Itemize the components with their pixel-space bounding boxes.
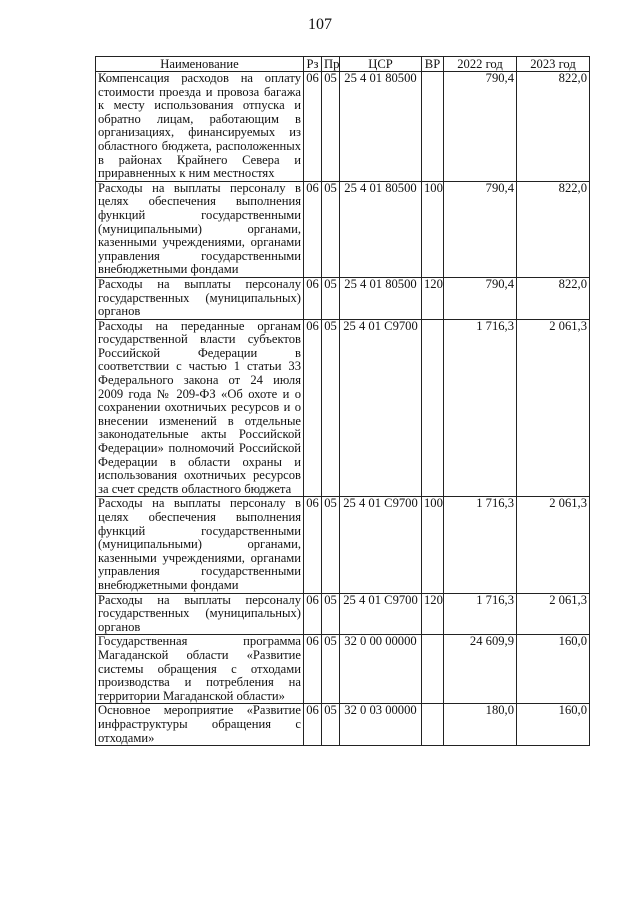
header-vr: ВР: [422, 57, 444, 72]
page-number: 107: [308, 16, 332, 33]
row-name: Расходы на выплаты персоналу в целях обеспечения выполнения функций государственными (муниципальными) органами, казенными учреждениями, органами управления государственными внебюджетными фондами: [96, 181, 304, 277]
row-amount-2023: 160,0: [517, 704, 590, 746]
row-name: Расходы на выплаты персоналу государственных (муниципальных) органов: [96, 277, 304, 319]
row-amount-2023: 2 061,3: [517, 497, 590, 593]
row-amount-2023: 2 061,3: [517, 593, 590, 635]
row-pr: 05: [322, 72, 340, 182]
row-csr: 32 0 03 00000: [340, 704, 422, 746]
row-amount-2022: 790,4: [444, 277, 517, 319]
row-amount-2023: 2 061,3: [517, 319, 590, 497]
row-name: Государственная программа Магаданской области «Развитие системы обращения с отходами производства и потребления на территории Магаданской области»: [96, 635, 304, 704]
row-csr: 25 4 01 80500: [340, 72, 422, 182]
row-amount-2022: 1 716,3: [444, 593, 517, 635]
table-row: [96, 72, 590, 182]
table-header: [96, 57, 590, 72]
row-csr: 25 4 01 80500: [340, 277, 422, 319]
row-rz: 06: [304, 497, 322, 593]
row-name: Основное мероприятие «Развитие инфраструктуры обращения с отходами»: [96, 704, 304, 746]
row-name: Расходы на выплаты персоналу в целях обеспечения выполнения функций государственными (муниципальными) органами, казенными учреждениями, органами управления государственными внебюджетными фондами: [96, 497, 304, 593]
table-body: [96, 72, 590, 746]
table-row: [96, 277, 590, 319]
row-amount-2023: 160,0: [517, 635, 590, 704]
row-vr: [422, 704, 444, 746]
row-name: Расходы на выплаты персоналу государственных (муниципальных) органов: [96, 593, 304, 635]
row-rz: 06: [304, 181, 322, 277]
header-pr: Пр: [322, 57, 340, 72]
row-vr: 120: [422, 277, 444, 319]
table-row: [96, 704, 590, 746]
row-rz: 06: [304, 704, 322, 746]
table-row: [96, 181, 590, 277]
row-csr: 32 0 00 00000: [340, 635, 422, 704]
row-name: Расходы на переданные органам государственной власти субъектов Российской Федерации в соответствии с частью 1 статьи 33 Федерального закона от 24 июля 2009 года № 209-ФЗ «Об охоте и о сохранении охотничьих ресурсов и о внесении изменений в отдельные законодательные акты Российской Федерации» полномочий Российской Федерации в области охраны и использования охотничьих ресурсов за счет средств областного бюджета: [96, 319, 304, 497]
row-rz: 06: [304, 277, 322, 319]
table-row: [96, 319, 590, 497]
header-row: [96, 57, 590, 72]
row-name: Компенсация расходов на оплату стоимости проезда и провоза багажа к месту использования отпуска и обратно лицам, работающим в организациях, финансируемых из областного бюджета, расположенных в районах Крайнего Севера и приравненных к ним местностях: [96, 72, 304, 182]
row-amount-2022: 1 716,3: [444, 319, 517, 497]
table-row: [96, 635, 590, 704]
row-amount-2022: 24 609,9: [444, 635, 517, 704]
row-vr: [422, 635, 444, 704]
row-pr: 05: [322, 593, 340, 635]
row-pr: 05: [322, 181, 340, 277]
row-vr: [422, 72, 444, 182]
row-rz: 06: [304, 635, 322, 704]
row-amount-2022: 790,4: [444, 181, 517, 277]
row-rz: 06: [304, 319, 322, 497]
row-amount-2023: 822,0: [517, 181, 590, 277]
row-amount-2022: 180,0: [444, 704, 517, 746]
row-vr: 100: [422, 497, 444, 593]
row-pr: 05: [322, 635, 340, 704]
table-row: [96, 497, 590, 593]
header-csr: ЦСР: [340, 57, 422, 72]
row-csr: 25 4 01 80500: [340, 181, 422, 277]
table-row: [96, 593, 590, 635]
header-2022: 2022 год: [444, 57, 517, 72]
row-vr: 120: [422, 593, 444, 635]
row-amount-2023: 822,0: [517, 72, 590, 182]
row-amount-2022: 790,4: [444, 72, 517, 182]
row-amount-2023: 822,0: [517, 277, 590, 319]
row-pr: 05: [322, 319, 340, 497]
row-vr: 100: [422, 181, 444, 277]
row-pr: 05: [322, 277, 340, 319]
row-csr: 25 4 01 С9700: [340, 497, 422, 593]
row-pr: 05: [322, 497, 340, 593]
row-vr: [422, 319, 444, 497]
budget-table: [95, 56, 590, 746]
header-name: Наименование: [96, 57, 304, 72]
row-rz: 06: [304, 593, 322, 635]
row-rz: 06: [304, 72, 322, 182]
header-2023: 2023 год: [517, 57, 590, 72]
row-pr: 05: [322, 704, 340, 746]
row-amount-2022: 1 716,3: [444, 497, 517, 593]
row-csr: 25 4 01 С9700: [340, 593, 422, 635]
header-rz: Рз: [304, 57, 322, 72]
row-csr: 25 4 01 С9700: [340, 319, 422, 497]
